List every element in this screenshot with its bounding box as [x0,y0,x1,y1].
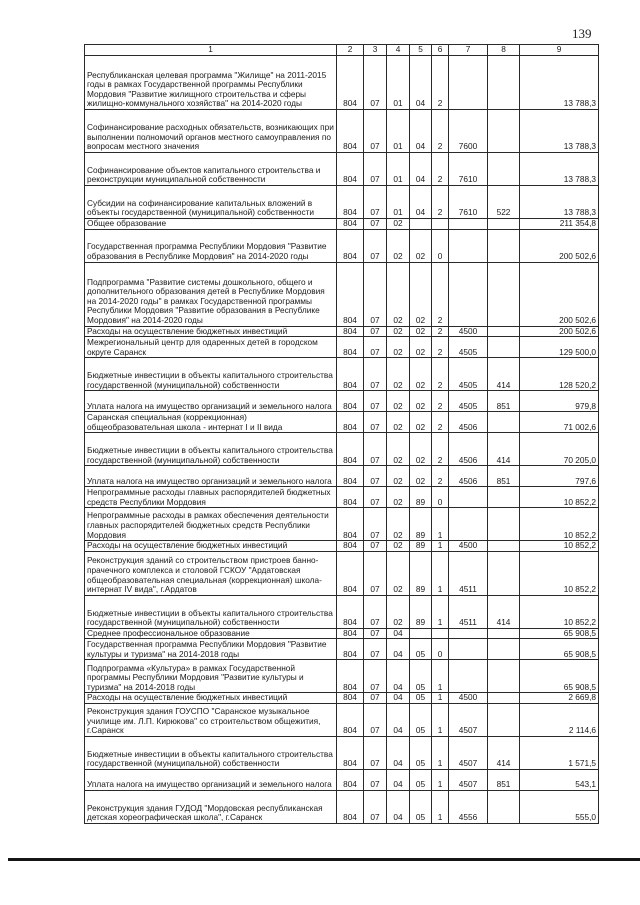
code-cell-6: 2 [432,262,449,326]
row-name-cell: Бюджетные инвестиции в объекты капитального строительства государственной (муниципальной) собственности [85,736,337,769]
code-cell-8: 414 [488,595,520,628]
code-cell-5 [410,628,432,639]
code-cell-2: 804 [337,487,364,508]
code-cell-3: 07 [364,639,387,660]
amount-cell: 65 908,5 [520,628,599,639]
table-row [85,262,599,326]
code-cell-7: 4505 [449,391,488,412]
code-cell-5: 02 [410,229,432,262]
amount-cell: 128 520,2 [520,358,599,391]
code-cell-4: 04 [387,693,410,704]
code-cell-2: 804 [337,219,364,230]
code-cell-6: 1 [432,660,449,693]
code-cell-5: 05 [410,769,432,790]
code-cell-6: 0 [432,229,449,262]
code-cell-6: 2 [432,358,449,391]
code-cell-4: 02 [387,412,410,433]
header-row [85,45,599,56]
budget-table [84,44,599,824]
code-cell-5: 05 [410,660,432,693]
code-cell-6: 2 [432,56,449,110]
code-cell-5: 04 [410,56,432,110]
code-cell-3: 07 [364,358,387,391]
code-cell-8 [488,703,520,736]
code-cell-2: 804 [337,326,364,337]
code-cell-7 [449,660,488,693]
table-row [85,110,599,153]
code-cell-6: 1 [432,551,449,595]
code-cell-7 [449,628,488,639]
code-cell-5: 02 [410,433,432,466]
column-header-6: 6 [432,45,449,56]
code-cell-5: 02 [410,412,432,433]
code-cell-7: 4507 [449,769,488,790]
table-body [85,56,599,824]
code-cell-4: 01 [387,110,410,153]
table-row [85,660,599,693]
code-cell-2: 804 [337,736,364,769]
code-cell-5: 89 [410,551,432,595]
code-cell-2: 804 [337,337,364,358]
table-row [85,541,599,552]
table-row [85,628,599,639]
row-name-cell: Реконструкция здания ГУДОД "Мордовская республиканская детская хореографическая школа", г.Саранск [85,790,337,823]
code-cell-5: 02 [410,337,432,358]
code-cell-8 [488,693,520,704]
code-cell-6: 1 [432,693,449,704]
code-cell-3: 07 [364,391,387,412]
table-row [85,703,599,736]
code-cell-3: 07 [364,110,387,153]
code-cell-2: 804 [337,466,364,487]
code-cell-3: 07 [364,769,387,790]
row-name-cell: Уплата налога на имущество организаций и земельного налога [85,391,337,412]
code-cell-2: 804 [337,186,364,219]
table-row [85,219,599,230]
code-cell-7: 4500 [449,541,488,552]
code-cell-4: 02 [387,391,410,412]
code-cell-8 [488,628,520,639]
row-name-cell: Расходы на осуществление бюджетных инвестиций [85,693,337,704]
code-cell-8 [488,412,520,433]
code-cell-2: 804 [337,153,364,186]
row-name-cell: Подпрограмма «Культура» в рамках Государственной программы Республики Мордовия "Развитие культуры и туризма" на 2014-2018 годы [85,660,337,693]
table-row [85,487,599,508]
row-name-cell: Государственная программа Республики Мордовия "Развитие культуры и туризма" на 2014-2018 годы [85,639,337,660]
table-row [85,337,599,358]
code-cell-6: 1 [432,736,449,769]
code-cell-3: 07 [364,736,387,769]
code-cell-4: 02 [387,229,410,262]
code-cell-5: 05 [410,693,432,704]
row-name-cell: Общее образование [85,219,337,230]
code-cell-3: 07 [364,508,387,541]
amount-cell: 543,1 [520,769,599,790]
code-cell-8 [488,326,520,337]
code-cell-5: 89 [410,541,432,552]
code-cell-5: 05 [410,736,432,769]
code-cell-4: 04 [387,769,410,790]
amount-cell: 10 852,2 [520,487,599,508]
code-cell-2: 804 [337,790,364,823]
code-cell-7 [449,508,488,541]
amount-cell: 10 852,2 [520,508,599,541]
code-cell-8: 414 [488,433,520,466]
code-cell-2: 804 [337,541,364,552]
row-name-cell: Бюджетные инвестиции в объекты капитального строительства государственной (муниципальной) собственности [85,358,337,391]
code-cell-2: 804 [337,412,364,433]
row-name-cell: Софинансирование расходных обязательств, возникающих при выполнении полномочий органов местного самоуправления по вопросам местного значения [85,110,337,153]
code-cell-5: 04 [410,110,432,153]
table-row [85,693,599,704]
code-cell-3: 07 [364,433,387,466]
code-cell-4: 04 [387,736,410,769]
row-name-cell: Расходы на осуществление бюджетных инвестиций [85,541,337,552]
code-cell-6: 2 [432,337,449,358]
table-row [85,790,599,823]
code-cell-3: 07 [364,790,387,823]
code-cell-8 [488,153,520,186]
table-row [85,466,599,487]
amount-cell: 200 502,6 [520,229,599,262]
code-cell-5: 02 [410,391,432,412]
table-row [85,326,599,337]
code-cell-2: 804 [337,551,364,595]
code-cell-8: 522 [488,186,520,219]
code-cell-8: 414 [488,358,520,391]
code-cell-3: 07 [364,466,387,487]
code-cell-3: 07 [364,219,387,230]
amount-cell: 10 852,2 [520,541,599,552]
code-cell-4: 01 [387,56,410,110]
code-cell-6: 2 [432,391,449,412]
code-cell-2: 804 [337,508,364,541]
code-cell-2: 804 [337,769,364,790]
code-cell-5: 89 [410,487,432,508]
code-cell-8: 851 [488,769,520,790]
code-cell-7: 7600 [449,110,488,153]
amount-cell: 555,0 [520,790,599,823]
amount-cell: 979,8 [520,391,599,412]
page-number: 139 [572,26,592,41]
code-cell-6 [432,628,449,639]
code-cell-2: 804 [337,358,364,391]
code-cell-7: 4556 [449,790,488,823]
code-cell-7: 4500 [449,693,488,704]
code-cell-7: 4506 [449,433,488,466]
code-cell-5: 02 [410,358,432,391]
table-row [85,595,599,628]
column-header-1: 1 [85,45,337,56]
amount-cell: 200 502,6 [520,326,599,337]
amount-cell: 10 852,2 [520,595,599,628]
column-header-3: 3 [364,45,387,56]
code-cell-2: 804 [337,56,364,110]
code-cell-6: 1 [432,703,449,736]
amount-cell: 211 354,8 [520,219,599,230]
amount-cell: 129 500,0 [520,337,599,358]
code-cell-4: 02 [387,487,410,508]
table-row [85,391,599,412]
row-name-cell: Межрегиональный центр для одаренных детей в городском округе Саранск [85,337,337,358]
code-cell-3: 07 [364,595,387,628]
amount-cell: 13 788,3 [520,186,599,219]
code-cell-8 [488,639,520,660]
code-cell-4: 02 [387,262,410,326]
row-name-cell: Республиканская целевая программа "Жилище" на 2011-2015 годы в рамках Государственной программы Республики Мордовия "Развитие жилищного строительства и сферы жилищно-коммунального хозяйства" на 2014-2020 годы [85,56,337,110]
code-cell-4: 02 [387,551,410,595]
code-cell-3: 07 [364,628,387,639]
table-row [85,358,599,391]
code-cell-2: 804 [337,391,364,412]
row-name-cell: Реконструкция зданий со строительством пристроев банно-прачечного комплекса и столовой ГСКОУ "Ардатовская общеобразовательная специальная (коррекционная) школа-интернат IV вида", г.Ардатов [85,551,337,595]
code-cell-6: 1 [432,508,449,541]
code-cell-7: 7610 [449,153,488,186]
code-cell-6: 2 [432,326,449,337]
code-cell-5: 89 [410,508,432,541]
code-cell-2: 804 [337,628,364,639]
code-cell-4: 04 [387,639,410,660]
code-cell-2: 804 [337,229,364,262]
row-name-cell: Субсидии на софинансирование капитальных вложений в объекты государственной (муниципальной) собственности [85,186,337,219]
code-cell-7 [449,262,488,326]
code-cell-6: 2 [432,186,449,219]
code-cell-4: 04 [387,790,410,823]
code-cell-5: 05 [410,790,432,823]
code-cell-7 [449,639,488,660]
code-cell-5 [410,219,432,230]
code-cell-7: 4506 [449,412,488,433]
amount-cell: 13 788,3 [520,110,599,153]
code-cell-5: 02 [410,466,432,487]
row-name-cell: Подпрограмма "Развитие системы дошкольного, общего и дополнительного образования детей в Республике Мордовия на 2014-2020 годы" в рамках Государственной программы Республики Мордовия "Развитие образования в Республике Мордовия" на 2014-2020 годы [85,262,337,326]
row-name-cell: Бюджетные инвестиции в объекты капитального строительства государственной (муниципальной) собственности [85,433,337,466]
code-cell-5: 02 [410,326,432,337]
code-cell-3: 07 [364,487,387,508]
code-cell-3: 07 [364,153,387,186]
code-cell-6: 2 [432,466,449,487]
code-cell-8: 851 [488,391,520,412]
table-row [85,412,599,433]
code-cell-2: 804 [337,660,364,693]
code-cell-5: 04 [410,186,432,219]
code-cell-4: 04 [387,703,410,736]
code-cell-4: 02 [387,595,410,628]
amount-cell: 797,6 [520,466,599,487]
code-cell-7 [449,56,488,110]
code-cell-8 [488,110,520,153]
code-cell-6: 1 [432,790,449,823]
code-cell-2: 804 [337,639,364,660]
code-cell-8 [488,219,520,230]
code-cell-6: 2 [432,110,449,153]
code-cell-2: 804 [337,703,364,736]
code-cell-8 [488,337,520,358]
row-name-cell: Саранская специальная (коррекционная) общеобразовательная школа - интернат I и II вида [85,412,337,433]
amount-cell: 13 788,3 [520,56,599,110]
code-cell-2: 804 [337,693,364,704]
column-header-5: 5 [410,45,432,56]
code-cell-4: 02 [387,541,410,552]
code-cell-5: 05 [410,703,432,736]
code-cell-4: 02 [387,337,410,358]
table-row [85,186,599,219]
code-cell-4: 02 [387,358,410,391]
code-cell-7: 4505 [449,337,488,358]
code-cell-3: 07 [364,412,387,433]
code-cell-3: 07 [364,693,387,704]
code-cell-2: 804 [337,262,364,326]
table-row [85,56,599,110]
row-name-cell: Расходы на осуществление бюджетных инвестиций [85,326,337,337]
table-row [85,433,599,466]
table-row [85,769,599,790]
code-cell-8 [488,660,520,693]
row-name-cell: Реконструкция здания ГОУСПО "Саранское музыкальное училище им. Л.П. Кирюкова" со строительством общежития, г.Саранск [85,703,337,736]
code-cell-8 [488,487,520,508]
code-cell-7: 7610 [449,186,488,219]
code-cell-6: 1 [432,595,449,628]
code-cell-6: 1 [432,541,449,552]
code-cell-3: 07 [364,551,387,595]
code-cell-7: 4507 [449,703,488,736]
amount-cell: 13 788,3 [520,153,599,186]
code-cell-6: 0 [432,487,449,508]
column-header-8: 8 [488,45,520,56]
code-cell-7: 4505 [449,358,488,391]
code-cell-7: 4506 [449,466,488,487]
code-cell-5: 89 [410,595,432,628]
code-cell-3: 07 [364,262,387,326]
code-cell-8: 851 [488,466,520,487]
code-cell-7 [449,229,488,262]
code-cell-4: 02 [387,466,410,487]
table-row [85,153,599,186]
amount-cell: 200 502,6 [520,262,599,326]
row-name-cell: Государственная программа Республики Мордовия "Развитие образования в Республике Мордовия" на 2014-2020 годы [85,229,337,262]
code-cell-7: 4511 [449,595,488,628]
amount-cell: 65 908,5 [520,660,599,693]
code-cell-7 [449,487,488,508]
bottom-rule [8,858,640,861]
amount-cell: 70 205,0 [520,433,599,466]
row-name-cell: Непрограммные расходы главных распорядителей бюджетных средств Республики Мордовия [85,487,337,508]
row-name-cell: Уплата налога на имущество организаций и земельного налога [85,769,337,790]
code-cell-6: 2 [432,433,449,466]
code-cell-3: 07 [364,660,387,693]
code-cell-4: 04 [387,660,410,693]
code-cell-4: 01 [387,153,410,186]
table-row [85,639,599,660]
code-cell-7: 4507 [449,736,488,769]
code-cell-3: 07 [364,56,387,110]
column-header-4: 4 [387,45,410,56]
amount-cell: 2 669,8 [520,693,599,704]
column-header-2: 2 [337,45,364,56]
code-cell-6: 0 [432,639,449,660]
row-name-cell: Софинансирование объектов капитального строительства и реконструкции муниципальной собственности [85,153,337,186]
code-cell-5: 05 [410,639,432,660]
code-cell-4: 02 [387,219,410,230]
table-row [85,551,599,595]
amount-cell: 2 114,6 [520,703,599,736]
code-cell-3: 07 [364,186,387,219]
code-cell-4: 02 [387,326,410,337]
row-name-cell: Уплата налога на имущество организаций и земельного налога [85,466,337,487]
column-header-7: 7 [449,45,488,56]
code-cell-2: 804 [337,110,364,153]
code-cell-8 [488,262,520,326]
code-cell-8 [488,229,520,262]
amount-cell: 71 002,6 [520,412,599,433]
code-cell-8: 414 [488,736,520,769]
code-cell-4: 02 [387,433,410,466]
code-cell-6: 1 [432,769,449,790]
code-cell-7: 4511 [449,551,488,595]
table-row [85,508,599,541]
code-cell-6: 2 [432,153,449,186]
code-cell-7 [449,219,488,230]
code-cell-6 [432,219,449,230]
code-cell-7: 4500 [449,326,488,337]
code-cell-4: 01 [387,186,410,219]
row-name-cell: Бюджетные инвестиции в объекты капитального строительства государственной (муниципальной) собственности [85,595,337,628]
amount-cell: 10 852,2 [520,551,599,595]
code-cell-3: 07 [364,703,387,736]
code-cell-2: 804 [337,433,364,466]
code-cell-5: 02 [410,262,432,326]
table-row [85,736,599,769]
amount-cell: 1 571,5 [520,736,599,769]
code-cell-2: 804 [337,595,364,628]
code-cell-5: 04 [410,153,432,186]
code-cell-3: 07 [364,541,387,552]
table-row [85,229,599,262]
column-header-9: 9 [520,45,599,56]
code-cell-6: 2 [432,412,449,433]
code-cell-3: 07 [364,337,387,358]
row-name-cell: Среднее профессиональное образование [85,628,337,639]
code-cell-8 [488,541,520,552]
code-cell-8 [488,56,520,110]
code-cell-4: 02 [387,508,410,541]
code-cell-8 [488,508,520,541]
code-cell-8 [488,790,520,823]
row-name-cell: Непрограммные расходы в рамках обеспечения деятельности главных распорядителей бюджетных средств Республики Мордовия [85,508,337,541]
code-cell-3: 07 [364,229,387,262]
code-cell-3: 07 [364,326,387,337]
code-cell-4: 04 [387,628,410,639]
amount-cell: 65 908,5 [520,639,599,660]
code-cell-8 [488,551,520,595]
